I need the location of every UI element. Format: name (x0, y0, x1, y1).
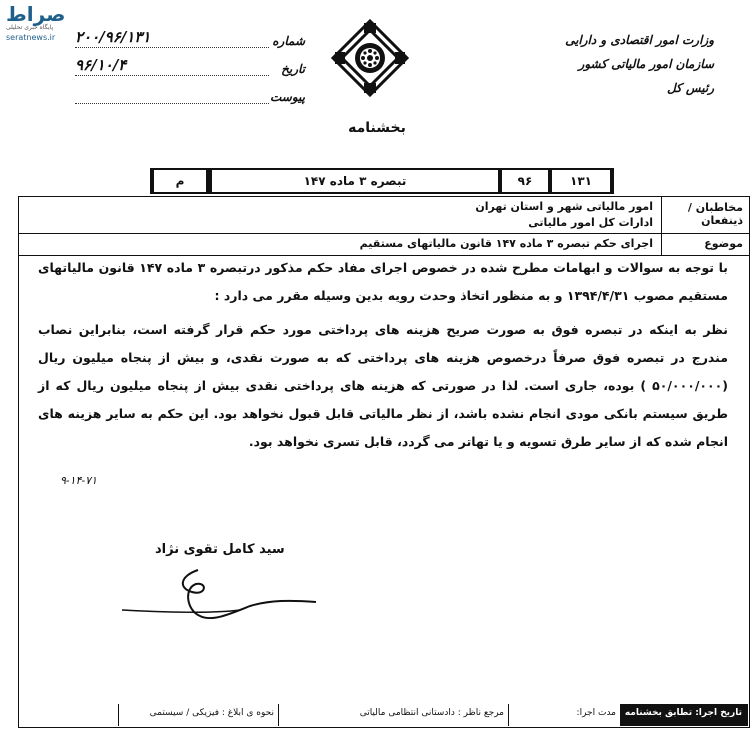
body-paragraph-2: نظر به اینکه در تبصره فوق به صورت صریح هزینه های پرداختی مورد حکم قرار گرفته است، بنابراین نصاب مندرج در تبصره فوق صرفاً درخصوص هزینه های پرداختی که به صورت نقدی، و بیش از پنجاه میلیون ریال (۵۰/۰۰۰/۰۰۰ ) بوده، جاری است. لذا در صورتی که هزینه های پرداختی نقدی بیش از پنجاه میلیون ریال که از طریق سیستم بانکی مودی انجام نشده باشد، از نظر مالیاتی قابل قبول نخواهد بود. این حکم به سایر هزینه های انجام شده که از سایر طرق تسویه و یا تهاتر می گردد، قابل تسری نخواهد بود. (38, 322, 728, 449)
site-watermark (6, 4, 66, 42)
handwritten-date: ۹-۱۴-۷۱ (60, 474, 97, 487)
letter-attachment-row (75, 84, 305, 112)
signature-icon (120, 566, 320, 626)
letter-number-label: شماره (272, 34, 305, 48)
letter-number-row (75, 28, 305, 56)
ministry-name: وزارت امور اقتصادی و دارایی (565, 33, 714, 47)
circular-footer (18, 704, 748, 726)
watermark-logo: صراط (6, 2, 66, 26)
notification-method: نحوه ی ابلاغ : فیزیکی / سیستمی (118, 704, 278, 726)
circular-number: ۱۳۱ (552, 170, 610, 192)
letter-number-underline (75, 47, 269, 48)
recipients-line-1: امور مالیاتی شهر و استان تهران (475, 200, 653, 213)
recipients-row (19, 197, 749, 234)
recipients-label: مخاطبان / ذینفعان (661, 197, 749, 233)
tax-organization-emblem-icon (330, 18, 410, 98)
circular-year: ۹۶ (502, 170, 548, 192)
organization-name: سازمان امور مالیاتی کشور (578, 57, 714, 71)
organization-header (454, 28, 714, 100)
letter-reference (75, 28, 305, 112)
watermark-url: seratnews.ir (6, 33, 56, 42)
effective-period: مدت اجرا: (508, 704, 620, 726)
body-paragraph-1: با توجه به سوالات و ابهامات مطرح شده در خصوص اجرای مفاد حکم مذکور درتبصره ۳ ماده ۱۴۷ قانون مالیاتهای مستقیم مصوب ۱۳۹۴/۴/۳۱ و به منظور اتخاذ وحدت رویه بدین وسیله مقرر می دارد : (38, 260, 728, 303)
subject-value: اجرای حکم تبصره ۳ ماده ۱۴۷ قانون مالیاتهای مستقیم (359, 237, 653, 250)
letter-number-value: ۲۰۰/۹۶/۱۳۱ (75, 28, 151, 46)
subject-label: موضوع (661, 233, 749, 255)
letter-date-row (75, 56, 305, 84)
circular-code: م (154, 170, 206, 192)
subject-row (19, 233, 749, 256)
letter-attachment-label: پیوست (270, 90, 305, 104)
execution-date-stamp: تاریخ اجرا: تطابق بخشنامه (620, 704, 748, 726)
letter-attachment-underline (75, 103, 269, 104)
circular-subject: تبصره ۳ ماده ۱۴۷ (212, 170, 498, 192)
circular-body-text (38, 254, 728, 456)
signer-name: سید کامل تقوی نژاد (155, 542, 285, 557)
watermark-subtitle: پایگاه خبری تحلیلی (6, 24, 54, 31)
document-title: بخشنامه (348, 120, 406, 136)
letter-date-value: ۹۶/۱۰/۴ (75, 56, 127, 74)
recipients-line-2: ادارات کل امور مالیاتی (528, 216, 653, 229)
organization-role: رئیس کل (666, 81, 714, 95)
letter-date-underline (75, 75, 269, 76)
letter-date-label: تاریخ (281, 62, 305, 76)
circular-reference-bar (150, 168, 614, 194)
supervising-authority: مرجع ناظر : دادستانی انتظامی مالیاتی (278, 704, 508, 726)
